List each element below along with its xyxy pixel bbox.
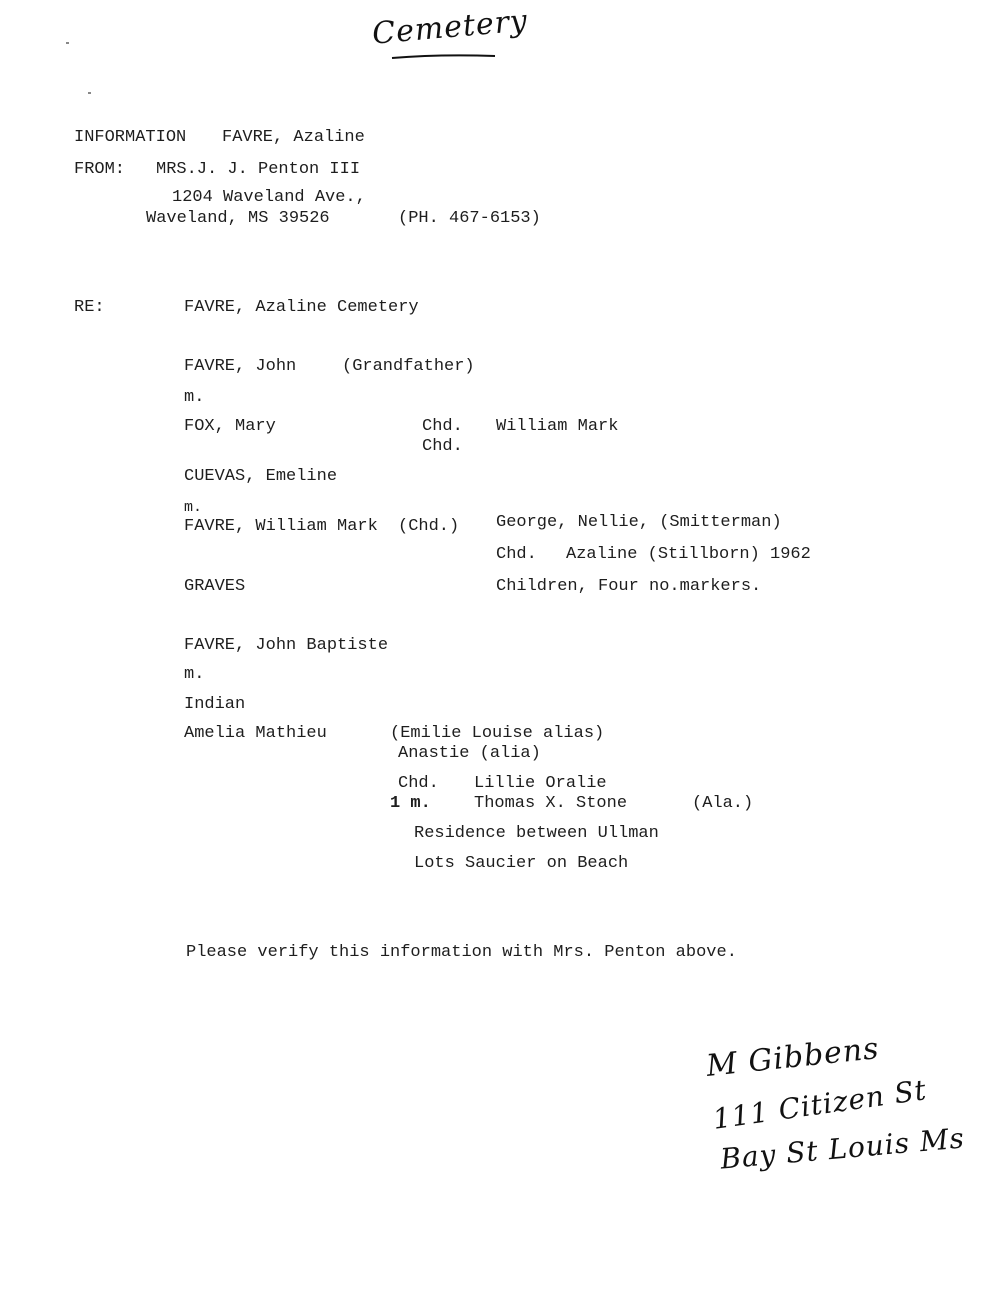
family1-line1: FAVRE, John bbox=[184, 357, 297, 376]
signature-name: M Gibbens bbox=[704, 1031, 882, 1084]
family2-line1: FAVRE, John Baptiste bbox=[184, 636, 389, 655]
address-line1: 1204 Waveland Ave., bbox=[172, 188, 366, 207]
family2-husband: Thomas X. Stone bbox=[474, 794, 628, 813]
from-name: MRS.J. J. Penton III bbox=[156, 160, 361, 179]
family2-alias2: Anastie (alia) bbox=[398, 744, 541, 763]
family2-child: Lillie Oralie bbox=[474, 774, 607, 793]
paper-speck bbox=[88, 92, 91, 94]
family2-indian: Indian bbox=[184, 695, 246, 714]
family2-alias1: (Emilie Louise alias) bbox=[390, 724, 605, 743]
family2-wife: Amelia Mathieu bbox=[184, 724, 327, 743]
paper-speck bbox=[66, 42, 69, 44]
re-subject: FAVRE, Azaline Cemetery bbox=[184, 298, 419, 317]
family2-residence1: Residence between Ullman bbox=[414, 824, 659, 843]
handwritten-underline bbox=[390, 52, 500, 62]
family2-chd: Chd. bbox=[398, 774, 439, 793]
handwritten-title: Cemetery bbox=[370, 3, 530, 52]
family2-marriage-prefix: 1 m. bbox=[390, 794, 431, 813]
family1-line1-note: (Grandfather) bbox=[342, 357, 475, 376]
family1-son: FAVRE, William Mark bbox=[184, 517, 378, 536]
phone: (PH. 467-6153) bbox=[398, 209, 541, 228]
information-label: INFORMATION bbox=[74, 128, 187, 147]
family1-child: William Mark bbox=[496, 417, 619, 436]
family1-chd3: (Chd.) bbox=[398, 517, 460, 536]
graves-label: GRAVES bbox=[184, 577, 246, 596]
family2-m: m. bbox=[184, 665, 205, 684]
family1-m1: m. bbox=[184, 388, 205, 407]
family2-residence2: Lots Saucier on Beach bbox=[414, 854, 629, 873]
signature-street: 111 Citizen St bbox=[710, 1073, 929, 1136]
family1-chd2: Chd. bbox=[422, 437, 463, 456]
family1-spouse2: CUEVAS, Emeline bbox=[184, 467, 338, 486]
re-label: RE: bbox=[74, 298, 105, 317]
family1-chd1: Chd. bbox=[422, 417, 463, 436]
family1-children1: George, Nellie, (Smitterman) bbox=[496, 513, 782, 532]
family1-spouse: FOX, Mary bbox=[184, 417, 276, 436]
graves-note: Children, Four no.markers. bbox=[496, 577, 762, 596]
from-label: FROM: bbox=[74, 160, 126, 179]
family2-husband-note: (Ala.) bbox=[692, 794, 754, 813]
family1-m2: m. bbox=[184, 499, 203, 516]
family1-chd4: Chd. bbox=[496, 545, 537, 564]
signature-city: Bay St Louis Ms bbox=[719, 1121, 967, 1176]
address-line2: Waveland, MS 39526 bbox=[146, 209, 330, 228]
family1-children2: Azaline (Stillborn) 1962 bbox=[566, 545, 811, 564]
information-value: FAVRE, Azaline bbox=[222, 128, 365, 147]
verify-note: Please verify this information with Mrs. Penton above. bbox=[186, 943, 737, 962]
